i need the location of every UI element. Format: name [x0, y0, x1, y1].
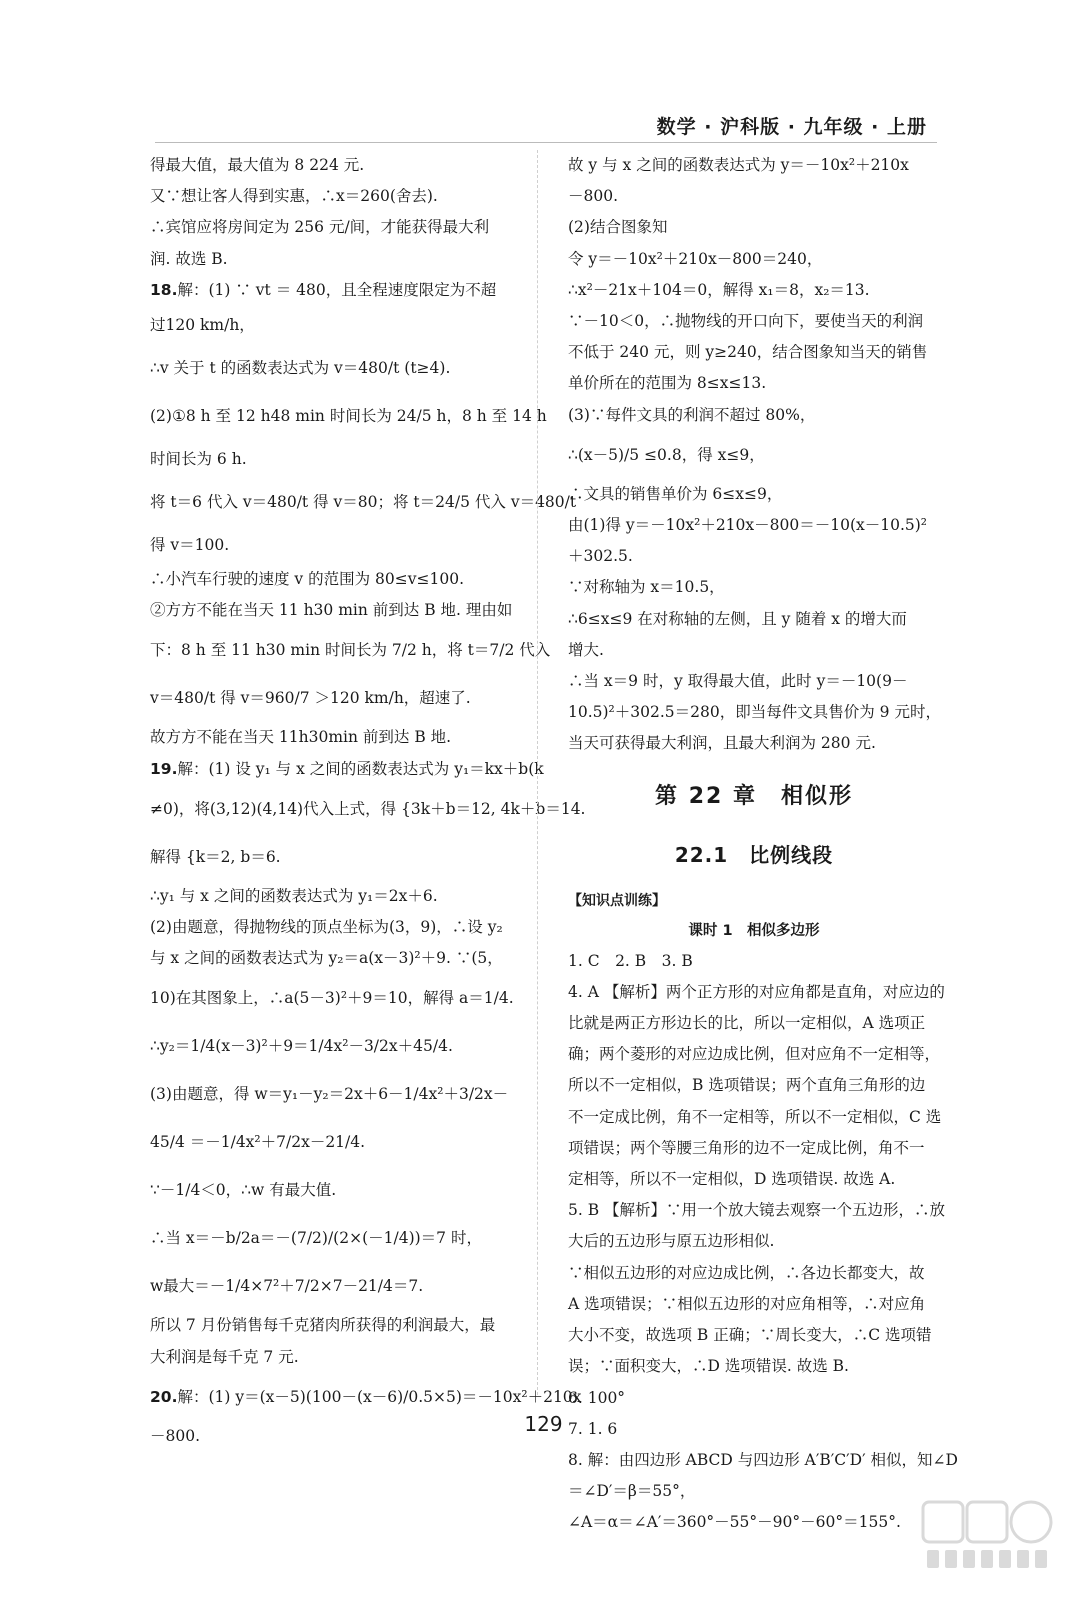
line-text: ∴v 关于 t 的函数表达式为 v＝480/t (t≥4). [150, 359, 451, 378]
text-line [568, 1164, 940, 1195]
line-text: (3)由题意，得 w＝y₁－y₂＝2x＋6－1/4x²＋3/2x－ [150, 1085, 509, 1104]
line-text: 将 t＝6 代入 v＝480/t 得 v＝80；将 t＝24/5 代入 v＝480/t [150, 493, 577, 512]
text-line [150, 1214, 518, 1262]
line-text: ∵对称轴为 x＝10.5， [568, 578, 725, 597]
text-line [568, 1133, 940, 1164]
text-line [150, 626, 551, 674]
text-line [568, 181, 940, 212]
text-line [568, 977, 945, 1008]
line-text: ∠A＝α＝∠A′＝360°－55°－90°－60°＝155°. [568, 1513, 901, 1532]
text-line [150, 785, 586, 833]
lesson-title: 课时 1 相似多边形 [688, 922, 820, 939]
line-text: ∴小汽车行驶的速度 v 的范围为 80≤v≤100. [150, 570, 465, 589]
text-line [150, 1342, 518, 1373]
text-line [568, 1226, 940, 1257]
text-line [568, 1383, 940, 1414]
line-text: ≠0)，将(3,12)(4,14)代入上式，得 {3k＋b＝12, 4k＋b＝14. [150, 799, 586, 818]
text-line [150, 306, 518, 344]
line-text: ＋302.5. [568, 547, 633, 566]
text-line [568, 1320, 940, 1351]
line-text: 单价所在的范围为 8≤x≤13. [568, 374, 767, 393]
text-line [150, 1070, 518, 1118]
line-text: 10.5)²＋302.5＝280，即当每件文具售价为 9 元时， [568, 703, 941, 722]
line-text: ∴文具的销售单价为 6≤x≤9， [568, 484, 783, 503]
line-text: ∴宾馆应将房间定为 256 元/间，才能获得最大利 [150, 218, 490, 237]
text-line [568, 337, 940, 368]
line-text: 比就是两正方形边长的比，所以一定相似，A 选项正 [568, 1014, 926, 1033]
text-line [568, 244, 940, 275]
text-line [150, 392, 547, 440]
line-text: 下：8 h 至 11 h30 min 时间长为 7/2 h，将 t＝7/2 代入 [150, 641, 551, 660]
line-text: (2)由题意，得抛物线的顶点坐标为(3，9)，∴设 y₂ [150, 918, 503, 937]
header-rule [155, 142, 937, 143]
text-line [568, 306, 940, 337]
text-line [568, 946, 940, 977]
line-text: 大小不变，故选项 B 正确；∵周长变大，∴C 选项错 [568, 1326, 932, 1345]
page-number: 129 [524, 1412, 563, 1436]
question-number: 20. [150, 1387, 178, 1406]
text-line [568, 275, 940, 306]
line-text: 确；两个菱形的对应边成比例，但对应角不一定相等， [568, 1045, 941, 1064]
line-text: 45/4 ＝－1/4x²＋7/2x－21/4. [150, 1133, 366, 1152]
line-text: 润. 故选 B. [150, 249, 228, 268]
text-line [568, 635, 940, 666]
text-line [568, 697, 940, 728]
line-text: 解：(1) y＝(x－5)(100－(x－6)/0.5×5)＝－10x²＋210x [177, 1387, 582, 1406]
text-line [150, 212, 518, 243]
line-text: 10)在其图象上，∴a(5－3)²＋9＝10，解得 a＝1/4. [150, 989, 514, 1008]
line-text: w最大＝－1/4×7²＋7/2×7－21/4＝7. [150, 1277, 424, 1296]
line-text: 误；∵面积变大，∴D 选项错误. 故选 B. [568, 1357, 849, 1376]
text-line [150, 595, 518, 626]
line-text: 故方方不能在当天 11h30min 前到达 B 地. [150, 728, 452, 747]
line-text: 所以不一定相似，B 选项错误；两个直角三角形的边 [568, 1076, 926, 1095]
text-line [568, 150, 940, 181]
line-text: 时间长为 6 h. [150, 450, 247, 469]
text-line [568, 666, 940, 697]
line-text: 过120 km/h， [150, 316, 255, 335]
knowledge-tag: 【知识点训练】 [568, 892, 666, 909]
line-text: 解得 {k＝2, b＝6. [150, 847, 281, 866]
line-text: ∴y₁ 与 x 之间的函数表达式为 y₁＝2x＋6. [150, 886, 438, 905]
line-text: ＝∠D′＝β＝55°， [568, 1482, 696, 1501]
text-line [150, 1022, 518, 1070]
text-line [568, 1195, 946, 1226]
text-line [568, 1258, 940, 1289]
text-line [150, 244, 518, 275]
text-line [568, 1507, 940, 1538]
section-title: 22.1 比例线段 [674, 842, 834, 867]
line-text: 由(1)得 y＝－10x²＋210x－800＝－10(x－10.5)² [568, 516, 928, 535]
text-line [150, 440, 518, 478]
line-text: 所以 7 月份销售每千克猪肉所获得的利润最大，最 [150, 1316, 496, 1335]
line-text: 项错误；两个等腰三角形的边不一定成比例，角不一 [568, 1138, 925, 1157]
line-text: ∴(x－5)/5 ≤0.8，得 x≤9， [568, 445, 765, 464]
text-line [150, 478, 577, 526]
text-line [568, 1070, 940, 1101]
text-line [150, 1118, 518, 1166]
text-line [150, 974, 518, 1022]
line-text: ∵－1/4＜0，∴w 有最大值. [150, 1181, 337, 1200]
line-text: 解：(1) ∵ vt ＝ 480，且全程速度限定为不超 [177, 280, 497, 299]
text-line [568, 368, 940, 399]
text-line [568, 212, 940, 243]
text-line [568, 431, 940, 479]
line-text: ∴当 x＝9 时，y 取得最大值，此时 y＝－10(9－ [568, 672, 908, 691]
line-text: 大利润是每千克 7 元. [150, 1347, 299, 1366]
line-text: －800. [150, 1426, 201, 1445]
line-text: ∴当 x＝－b/2a＝－(7/2)/(2×(－1/4))＝7 时， [150, 1229, 482, 1248]
text-line [150, 526, 518, 564]
text-line [568, 572, 940, 603]
line-text: 7. 1. 6 [568, 1419, 618, 1438]
line-text: 不一定成比例，角不一定相等，所以不一定相似，C 选 [568, 1107, 942, 1126]
text-line [150, 1166, 518, 1214]
text-line [568, 1289, 940, 1320]
line-text: 8. 解：由四边形 ABCD 与四边形 A′B′C′D′ 相似，知∠D [568, 1450, 958, 1469]
right-column-top [568, 150, 940, 760]
watermark-icon [917, 1498, 1057, 1578]
line-text: 大后的五边形与原五边形相似. [568, 1232, 775, 1251]
line-text: 故 y 与 x 之间的函数表达式为 y＝－10x²＋210x [568, 156, 909, 174]
text-line [150, 674, 518, 722]
text-line [150, 1262, 518, 1310]
chapter-title: 第 22 章 相似形 [655, 783, 853, 809]
line-text: 不低于 240 元，则 y≥240，结合图象知当天的销售 [568, 343, 928, 362]
line-text: －800. [568, 187, 619, 206]
line-text: ∴6≤x≤9 在对称轴的左侧，且 y 随着 x 的增大而 [568, 609, 907, 628]
text-line [150, 833, 518, 881]
line-text: 又∵想让客人得到实惠，∴x＝260(舍去). [150, 187, 438, 206]
line-text: (3)∵每件文具的利润不超过 80%， [568, 405, 816, 424]
line-text: A 选项错误；∵相似五边形的对应角相等，∴对应角 [568, 1294, 926, 1313]
line-text: v＝480/t 得 v＝960/7 ＞120 km/h，超速了. [150, 689, 471, 708]
line-text: ∴y₂＝1/4(x－3)²＋9＝1/4x²－3/2x＋45/4. [150, 1037, 453, 1056]
line-text: 令 y＝－10x²＋210x－800＝240， [568, 249, 823, 268]
text-line [150, 181, 518, 212]
line-text: 增大. [568, 640, 604, 659]
line-text: 5. B 【解析】∵用一个放大镜去观察一个五边形，∴放 [568, 1201, 946, 1220]
line-text: (2)结合图象知 [568, 218, 668, 237]
right-column [568, 150, 958, 1539]
line-text: 1. C 2. B 3. B [568, 951, 693, 970]
text-line [150, 722, 518, 753]
text-line [150, 564, 518, 595]
text-line [150, 943, 518, 974]
right-column-bottom [568, 946, 958, 1539]
text-line [150, 1310, 518, 1341]
text-line [568, 728, 940, 759]
text-line [568, 604, 940, 635]
text-line [568, 510, 940, 541]
watermark-logo [917, 1498, 1057, 1578]
line-text: 得最大值，最大值为 8 224 元. [150, 156, 365, 174]
line-text: ∴x²－21x＋104＝0，解得 x₁＝8，x₂＝13. [568, 280, 870, 299]
page-header-title: 数学 · 沪科版 · 九年级 · 上册 [656, 116, 927, 138]
text-line [568, 1102, 940, 1133]
text-line [568, 1445, 958, 1476]
text-line [568, 400, 940, 431]
text-line [568, 1351, 940, 1382]
text-line [150, 881, 518, 912]
line-text: 定相等，所以不一定相似，D 选项错误. 故选 A. [568, 1170, 896, 1189]
line-text: 得 v＝100. [150, 536, 230, 555]
line-text: 与 x 之间的函数表达式为 y₂＝a(x－3)²＋9. ∵(5， [150, 949, 503, 968]
line-text: 4. A 【解析】两个正方形的对应角都是直角，对应边的 [568, 982, 945, 1001]
line-text: ∵相似五边形的对应边成比例，∴各边长都变大，故 [568, 1263, 925, 1282]
line-text: 解：(1) 设 y₁ 与 x 之间的函数表达式为 y₁＝kx＋b(k [177, 759, 544, 778]
text-line [568, 1039, 940, 1070]
line-text: ②方方不能在当天 11 h30 min 前到达 B 地. 理由如 [150, 601, 513, 620]
text-line [150, 344, 518, 392]
text-line [150, 912, 518, 943]
line-text: 当天可获得最大利润，且最大利润为 280 元. [568, 734, 876, 753]
line-text: (2)①8 h 至 12 h48 min 时间长为 24/5 h，8 h 至 14 h [150, 407, 547, 426]
text-line [568, 541, 940, 572]
question-number: 19. [150, 759, 178, 778]
line-text: ∵－10＜0，∴抛物线的开口向下，要使当天的利润 [568, 312, 924, 331]
line-text: 6. 100° [568, 1388, 626, 1407]
column-divider [537, 150, 538, 1395]
text-line [150, 754, 544, 785]
text-line [568, 1008, 940, 1039]
text-line [150, 275, 518, 306]
question-number: 18. [150, 280, 178, 299]
text-line [568, 479, 940, 510]
text-line [150, 150, 518, 181]
text-line [568, 1476, 940, 1507]
